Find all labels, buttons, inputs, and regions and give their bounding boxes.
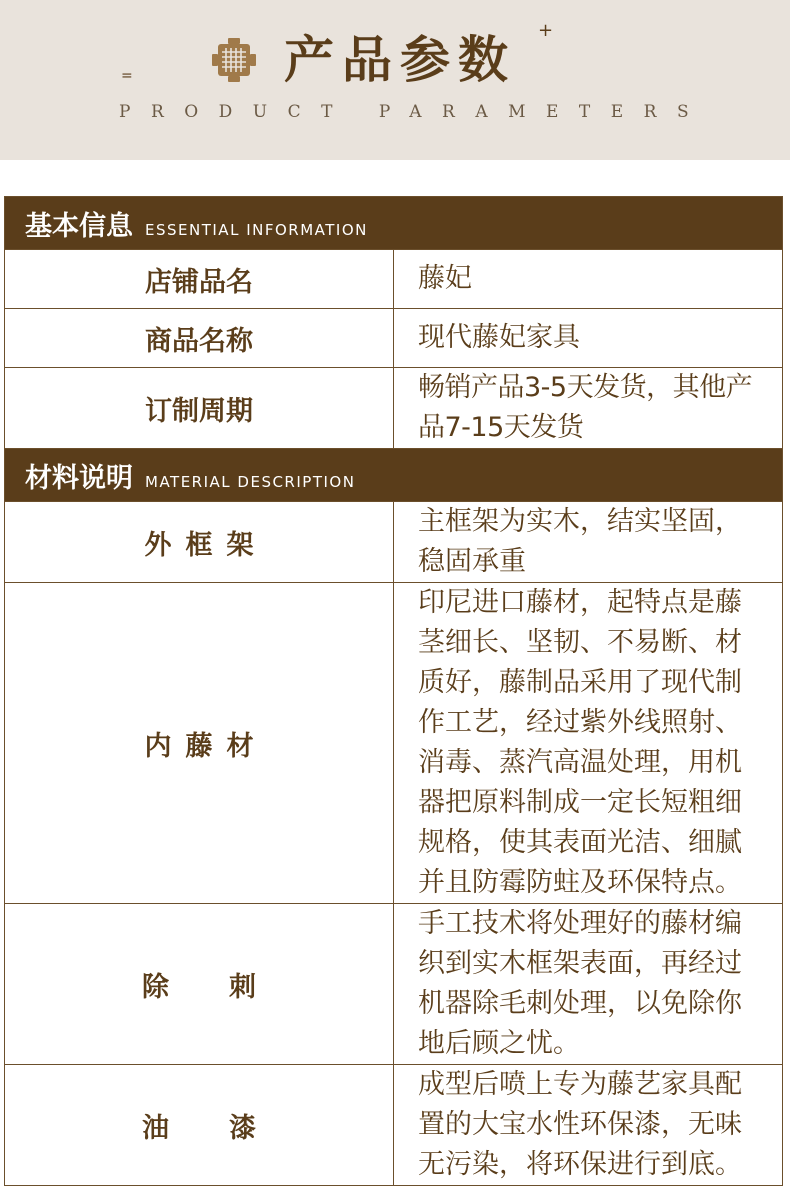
section-title-zh: 基本信息 [25,210,133,242]
row-value: 畅销产品3-5天发货，其他产品7-15天发货 [394,368,783,449]
table-row [5,583,783,904]
plus-decoration: + [538,20,554,41]
table-row [5,502,783,583]
row-label: 外框架 [144,529,268,561]
row-label: 店铺品名 [5,250,394,309]
page-title: 产品参数 [284,30,516,89]
parameters-table [4,196,783,1186]
row-value: 成型后喷上专为藤艺家具配置的大宝水性环保漆，无味无污染，将环保进行到底。 [394,1065,783,1186]
table-row [5,309,783,368]
section-title-en: ESSENTIAL INFORMATION [145,220,368,239]
table-row [5,904,783,1065]
row-label: 商品名称 [5,309,394,368]
section-title-en: MATERIAL DESCRIPTION [145,472,356,491]
equal-decoration: = [121,68,133,84]
section-title-zh: 材料说明 [25,462,133,494]
row-value: 主框架为实木，结实坚固，稳固承重 [394,502,783,583]
table-row [5,368,783,449]
row-label: 油漆 [142,1112,316,1144]
header-banner [0,0,790,160]
section-header-basic [5,197,783,250]
ornament-logo-icon [212,38,256,82]
row-value: 手工技术将处理好的藤材编织到实木框架表面，再经过机器除毛刺处理，以免除你地后顾之忧。 [394,904,783,1065]
page-subtitle: PRODUCT PARAMETERS [119,102,710,122]
row-value: 现代藤妃家具 [394,309,783,368]
table-row [5,1065,783,1186]
row-value: 印尼进口藤材，起特点是藤茎细长、坚韧、不易断、材质好，藤制品采用了现代制作工艺，经过紫外线照射、消毒、蒸汽高温处理，用机器把原料制成一定长短粗细规格，使其表面光洁、细腻并且防霉防蛀及环保特点。 [394,583,783,904]
row-label: 除刺 [142,971,316,1003]
row-label: 内藤材 [144,730,268,762]
table-row [5,250,783,309]
row-value: 藤妃 [394,250,783,309]
row-label: 订制周期 [5,368,394,449]
section-header-material [5,449,783,502]
